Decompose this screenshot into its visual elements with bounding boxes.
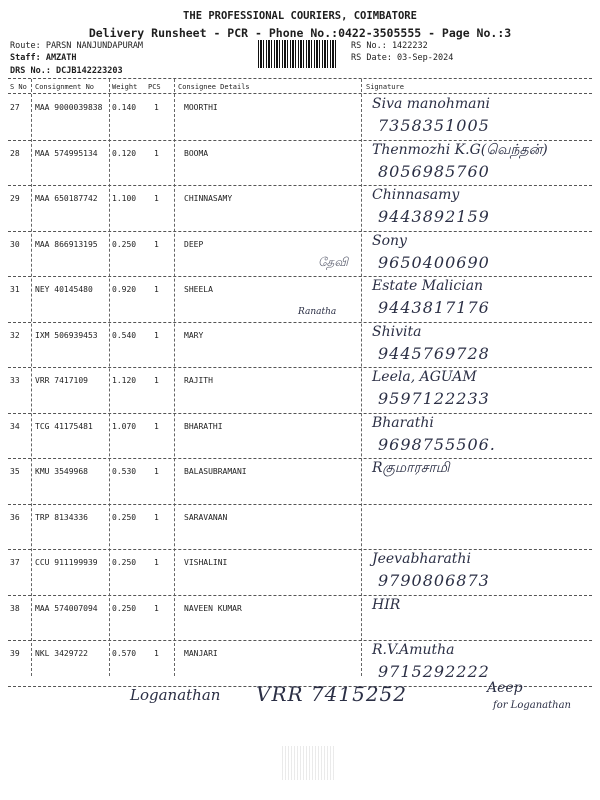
footer-handwriting: Loganathan <box>130 686 221 704</box>
row-pcs: 1 <box>154 285 159 294</box>
row-weight: 1.120 <box>112 376 137 385</box>
signature-phone: 9698755506. <box>378 434 496 454</box>
footer-handwriting: VRR 7415252 <box>256 682 407 706</box>
signature-name: R.V.Amutha <box>372 642 455 658</box>
col-consignee: Consignee Details <box>178 83 250 91</box>
signature-name: Jeevabharathi <box>372 551 471 567</box>
row-consignment: MAA 9000039838 <box>35 103 103 112</box>
signature-name: Siva manohmani <box>372 96 490 112</box>
row-sno: 38 <box>10 603 20 613</box>
signature-phone: 9650400690 <box>378 252 490 272</box>
row-pcs: 1 <box>154 376 159 385</box>
row-consignee: DEEP <box>184 239 204 249</box>
row-divider <box>8 322 592 323</box>
row-consignee: BHARATHI <box>184 421 223 431</box>
row-consignee: NAVEEN KUMAR <box>184 603 242 613</box>
row-sno: 36 <box>10 512 20 522</box>
row-consignment: KMU 3549968 <box>35 467 88 476</box>
margin-note: தேவி <box>318 255 348 269</box>
row-pcs: 1 <box>154 421 159 431</box>
row-pcs: 1 <box>154 558 159 567</box>
row-divider <box>8 413 592 414</box>
row-sno: 32 <box>10 330 20 340</box>
signature-name: Chinnasamy <box>372 187 460 203</box>
signature-phone: 9790806873 <box>378 571 490 590</box>
footer-signature: Aeep <box>487 680 523 696</box>
rs-number: RS No.: 1422232 <box>351 41 428 51</box>
row-sno: 37 <box>10 558 20 567</box>
row-divider <box>8 367 592 368</box>
signature-phone: 9443892159 <box>378 207 490 226</box>
signature-name: Estate Malician <box>372 278 484 294</box>
signature-phone: 7358351005 <box>378 116 490 135</box>
signature-name: Thenmozhi K.G(வெந்தன்) <box>372 141 548 158</box>
staff-label: Staff: AMZATH <box>10 53 77 63</box>
row-weight: 0.250 <box>112 558 137 567</box>
signature-phone: 9445769728 <box>378 343 490 363</box>
signature-name: Sony <box>372 232 407 249</box>
row-pcs: 1 <box>154 330 159 340</box>
row-pcs: 1 <box>154 467 159 476</box>
col-pcs: PCS <box>148 83 161 91</box>
row-consignment: CCU 911199939 <box>35 558 98 567</box>
row-consignee: VISHALINI <box>184 558 228 567</box>
route-label: Route: PARSN NANJUNDAPURAM <box>10 41 144 51</box>
signature-phone: 9443817176 <box>378 298 490 317</box>
row-consignee: CHINNASAMY <box>184 194 233 203</box>
row-weight: 0.570 <box>112 649 137 658</box>
row-sno: 28 <box>10 148 20 158</box>
row-consignment: VRR 7417109 <box>35 376 88 385</box>
row-pcs: 1 <box>154 194 159 203</box>
row-divider <box>8 549 592 550</box>
col-consignment: Consignment No <box>35 83 95 91</box>
row-divider <box>8 231 592 232</box>
row-divider <box>8 458 592 459</box>
row-consignment: MAA 574995134 <box>35 148 98 158</box>
row-consignee: MARY <box>184 330 204 340</box>
faded-stamp <box>282 746 334 780</box>
row-weight: 0.250 <box>112 603 137 613</box>
row-pcs: 1 <box>154 239 159 249</box>
row-pcs: 1 <box>154 103 159 112</box>
signature-name: Leela, AGUAM <box>372 369 477 385</box>
row-divider <box>8 276 592 277</box>
row-consignee: RAJITH <box>184 376 213 385</box>
row-consignment: MAA 650187742 <box>35 194 98 203</box>
drs-number: DRS No.: DCJB142223203 <box>10 66 123 76</box>
signature-phone: 9715292222 <box>378 662 490 681</box>
row-pcs: 1 <box>154 512 159 522</box>
row-consignment: NEY 40145480 <box>35 285 93 294</box>
row-weight: 0.140 <box>112 103 137 112</box>
row-weight: 1.070 <box>112 421 137 431</box>
signature-name: Shivita <box>372 323 422 340</box>
row-weight: 0.540 <box>112 330 137 340</box>
row-sno: 39 <box>10 649 20 658</box>
row-divider <box>8 185 592 186</box>
footer-signature: for Loganathan <box>493 700 571 711</box>
signature-phone: 9597122233 <box>378 389 490 408</box>
row-consignment: IXM 506939453 <box>35 330 98 340</box>
row-divider <box>8 595 592 596</box>
signature-phone: 8056985760 <box>378 161 490 181</box>
row-sno: 31 <box>10 285 20 294</box>
row-pcs: 1 <box>154 148 159 158</box>
margin-note: Ranatha <box>298 307 337 317</box>
col-signature: Signature <box>366 83 404 91</box>
row-consignee: BOOMA <box>184 148 209 158</box>
rs-date: RS Date: 03-Sep-2024 <box>351 53 454 63</box>
row-pcs: 1 <box>154 649 159 658</box>
row-divider <box>8 640 592 641</box>
row-consignee: BALASUBRAMANI <box>184 467 247 476</box>
row-sno: 35 <box>10 467 20 476</box>
row-sno: 29 <box>10 194 20 203</box>
company-title: THE PROFESSIONAL COURIERS, COIMBATORE <box>183 10 417 22</box>
row-sno: 27 <box>10 103 20 112</box>
signature-name: Rகுமாரசாமி <box>372 460 450 476</box>
row-weight: 0.920 <box>112 285 137 294</box>
row-pcs: 1 <box>154 603 159 613</box>
row-consignee: MOORTHI <box>184 103 218 112</box>
row-weight: 1.100 <box>112 194 137 203</box>
row-consignment: TRP 8134336 <box>35 512 88 522</box>
row-weight: 0.250 <box>112 512 137 522</box>
row-divider <box>8 504 592 505</box>
row-consignment: NKL 3429722 <box>35 649 88 658</box>
row-weight: 0.250 <box>112 239 137 249</box>
barcode <box>258 40 338 68</box>
row-sno: 33 <box>10 376 20 385</box>
row-consignee: SHEELA <box>184 285 213 294</box>
row-weight: 0.530 <box>112 467 137 476</box>
row-divider <box>8 140 592 141</box>
col-weight: Weight <box>112 83 138 91</box>
row-consignee: MANJARI <box>184 649 218 658</box>
row-consignment: MAA 574007094 <box>35 603 98 613</box>
row-consignee: SARAVANAN <box>184 512 228 522</box>
row-sno: 30 <box>10 239 20 249</box>
row-consignment: MAA 866913195 <box>35 239 98 249</box>
signature-name: HIR <box>372 596 401 613</box>
signature-name: Bharathi <box>372 414 434 431</box>
runsheet-subtitle: Delivery Runsheet - PCR - Phone No.:0422-3505555 - Page No.:3 <box>88 26 512 40</box>
row-weight: 0.120 <box>112 148 137 158</box>
row-consignment: TCG 41175481 <box>35 421 93 431</box>
col-sno: S No <box>10 83 27 91</box>
row-sno: 34 <box>10 421 20 431</box>
